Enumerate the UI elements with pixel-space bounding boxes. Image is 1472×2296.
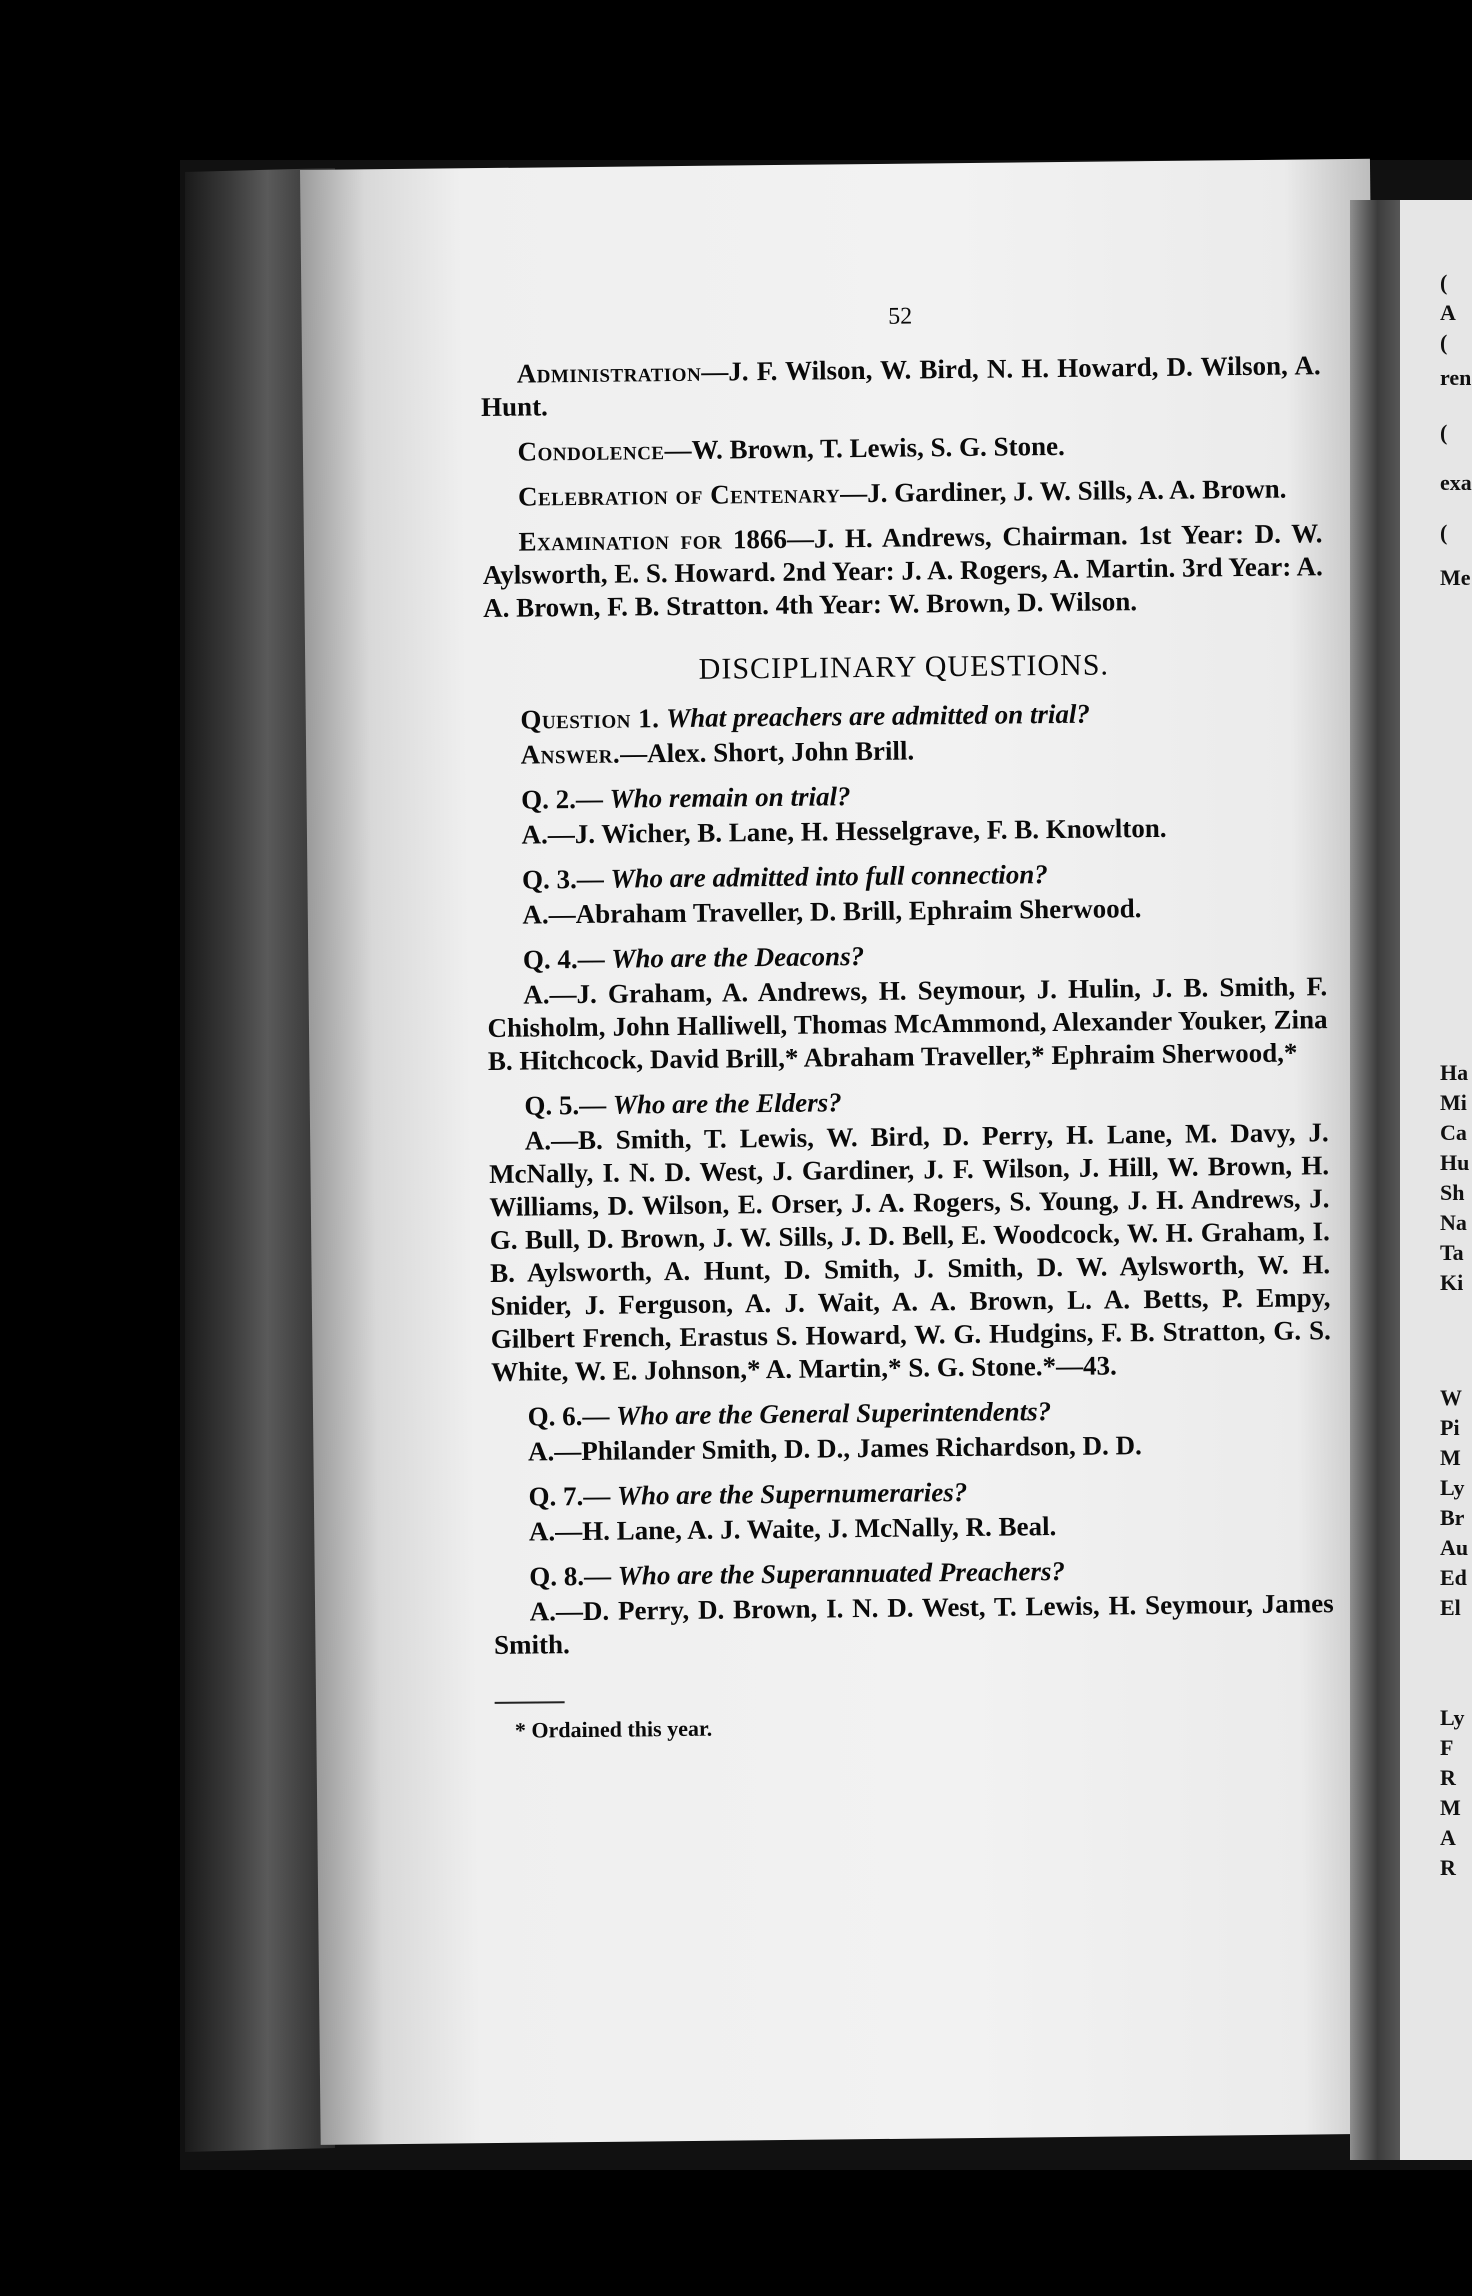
committee-members: J. Gardiner, J. W. Sills, A. A. Brown. <box>866 473 1287 508</box>
question-text: What preachers are admitted on trial? <box>665 698 1091 734</box>
right-page-fragment: Me <box>1440 565 1471 590</box>
answer-label: A. <box>527 1436 555 1467</box>
committee-label: Examination for <box>518 524 723 557</box>
question-text: Who are the Superannuated Preachers? <box>617 1555 1066 1591</box>
question-label: Q. 8.— <box>529 1560 612 1592</box>
question-text: Who remain on trial? <box>609 781 851 814</box>
answer-4: A.—J. Graham, A. Andrews, H. Seymour, J. Hulin, J. B. Smith, F. Chisholm, John Halliwell, Thomas McAmmond, Alexander Youker, Zina B. Hitchcock, David Brill,* Abraham Traveller,* Ephraim Sherwood,* <box>487 971 1328 1076</box>
section-title: DISCIPLINARY QUESTIONS. <box>698 648 1110 686</box>
right-page-fragment: Ki <box>1440 1270 1464 1295</box>
question-text: Who are the Deacons? <box>611 941 865 974</box>
right-page-fragment: ( <box>1440 420 1448 445</box>
answer-7: A.—H. Lane, A. J. Waite, J. McNally, R. Beal. <box>528 1511 1057 1547</box>
right-page-fragment: Ha <box>1440 1060 1469 1085</box>
committee-administration: Administration—J. F. Wilson, W. Bird, N. H. Howard, D. Wilson, A. Hunt. <box>480 350 1321 422</box>
right-page-fragment: Ly <box>1440 1705 1465 1730</box>
answer-5: A.—B. Smith, T. Lewis, W. Bird, D. Perry, H. Lane, M. Davy, J. McNally, I. N. D. West, J. Gardiner, J. F. Wilson, J. Hill, W. Brown, H. Williams, D. Wilson, E. Orser, J. A. Rogers, S. Young, J. H. Andrews, J. G. Bull, D. Brown, J. W. Sills, J. D. Bell, E. Woodcock, W. H. Graham, I. B. Aylsworth, A. Hunt, D. Smith, J. Smith, D. W. Aylsworth, W. H. Snider, J. Ferguson, A. J. Wait, A. A. Brown, L. A. Betts, P. Empy, Gilbert French, Erastus S. Howard, W. G. Hudgins, F. B. Stratton, G. S. White, W. E. Johnson,* A. Martin,* S. G. Stone.*—43. <box>488 1117 1331 1387</box>
qa-list <box>484 695 1334 1662</box>
right-page-fragment: exa <box>1440 470 1472 495</box>
committee-year: 1866 <box>732 523 788 555</box>
answer-label: A. <box>523 979 550 1010</box>
committee-label: Administration <box>516 356 702 389</box>
answer-text: J. Wicher, B. Lane, H. Hesselgrave, F. B. Knowlton. <box>574 812 1167 850</box>
footnote: * Ordained this year. <box>514 1715 713 1743</box>
footnote-rule <box>495 1701 565 1704</box>
question-label: Q. 2.— <box>521 783 604 815</box>
committee-label: Condolence <box>517 435 665 467</box>
answer-label: Answer. <box>520 738 621 770</box>
right-page-fragment: Ta <box>1440 1240 1464 1265</box>
right-page-fragment: M <box>1440 1795 1461 1820</box>
question-label: Q. 3.— <box>521 863 604 895</box>
answer-text: Philander Smith, D. D., James Richardson, D. D. <box>581 1430 1142 1467</box>
right-page-fragment: M <box>1440 1445 1461 1470</box>
answer-label: A. <box>524 1125 552 1156</box>
answer-label: A. <box>528 1516 556 1547</box>
answer-label: A. <box>522 899 549 930</box>
page-number: 52 <box>888 303 913 330</box>
committee-members: J. F. Wilson, W. Bird, N. H. Howard, D. Wilson, A. Hunt. <box>480 350 1321 422</box>
right-page-fragment: Ed <box>1440 1565 1467 1590</box>
question-label: Q. 5.— <box>524 1089 607 1121</box>
right-page-fragment: Br <box>1440 1505 1465 1530</box>
question-text: Who are admitted into full connection? <box>610 859 1048 894</box>
committee-label: Celebration of Centenary <box>517 478 841 512</box>
right-page-fragment: El <box>1440 1595 1461 1620</box>
answer-text: Alex. Short, John Brill. <box>646 735 915 769</box>
right-page-fragment: ( <box>1440 270 1448 295</box>
answer-3: A.—Abraham Traveller, D. Brill, Ephraim Sherwood. <box>522 893 1142 930</box>
committee-members: W. Brown, T. Lewis, S. G. Stone. <box>691 430 1065 465</box>
committee-examination: Examination for 1866—J. H. Andrews, Chairman. 1st Year: D. W. Aylsworth, E. S. Howard. 2nd Year: J. A. Rogers, A. Martin. 3rd Year: A. A. Brown, F. B. Stratton. 4th Year: W. Brown, D. Wilson. <box>482 518 1323 623</box>
right-page-fragment: Ca <box>1440 1120 1467 1145</box>
answer-text: D. Perry, D. Brown, I. N. D. West, T. Lewis, H. Seymour, James Smith. <box>493 1588 1334 1660</box>
right-page-fragment: Pi <box>1440 1415 1460 1440</box>
question-label: Question 1. <box>520 703 660 735</box>
right-page-fragment: A <box>1440 300 1456 325</box>
right-page-fragment: Hu <box>1440 1150 1470 1175</box>
answer-6: A.—Philander Smith, D. D., James Richardson, D. D. <box>527 1430 1142 1467</box>
right-page-fragment: W <box>1440 1385 1462 1410</box>
question-text: Who are the Supernumeraries? <box>616 1476 968 1511</box>
right-page-fragment: F <box>1440 1735 1454 1760</box>
answer-2: A.—J. Wicher, B. Lane, H. Hesselgrave, F. B. Knowlton. <box>521 812 1167 850</box>
right-page-fragment: ren <box>1440 365 1472 390</box>
answer-1: Answer.—Alex. Short, John Brill. <box>520 735 915 770</box>
right-page-fragment: A <box>1440 1825 1456 1850</box>
answer-label: A. <box>521 819 548 850</box>
committee-members: J. H. Andrews, Chairman. 1st Year: D. W. Aylsworth, E. S. Howard. 2nd Year: J. A. Rogers, A. Martin. 3rd Year: A. A. Brown, F. B. Stratton. 4th Year: W. Brown, D. Wilson. <box>482 518 1323 623</box>
right-page-fragment: ( <box>1440 330 1448 355</box>
right-page-fragment: Mi <box>1440 1090 1467 1115</box>
right-page-fragment: Sh <box>1440 1180 1465 1205</box>
answer-text: B. Smith, T. Lewis, W. Bird, D. Perry, H. Lane, M. Davy, J. McNally, I. N. D. West, J. Gardiner, J. F. Wilson, J. Hill, W. Brown, H. Williams, D. Wilson, E. Orser, J. A. Rogers, S. Young, J. H. Andrews, J. G. Bull, D. Brown, J. W. Sills, J. D. Bell, E. Woodcock, W. H. Graham, I. B. Aylsworth, A. Hunt, D. Smith, J. Smith, D. W. Aylsworth, W. H. Snider, J. Ferguson, A. J. Wait, A. A. Brown, L. A. Betts, P. Empy, Gilbert French, Erastus S. Howard, W. G. Hudgins, F. B. Stratton, G. S. White, W. E. Johnson,* A. Martin,* S. G. Stone.*—43. <box>488 1117 1331 1387</box>
page-content <box>480 296 1335 1747</box>
question-text: Who are the General Superintendents? <box>615 1396 1052 1431</box>
right-page-fragment: ( <box>1440 520 1448 545</box>
right-page-fragment: Au <box>1440 1535 1469 1560</box>
question-text: Who are the Elders? <box>612 1087 842 1120</box>
committee-centenary: Celebration of Centenary—J. Gardiner, J. W. Sills, A. A. Brown. <box>517 473 1287 512</box>
answer-text: Abraham Traveller, D. Brill, Ephraim Sherwood. <box>575 893 1142 930</box>
committee-condolence: Condolence—W. Brown, T. Lewis, S. G. Stone. <box>517 430 1065 467</box>
question-label: Q. 4.— <box>522 943 605 975</box>
answer-8: A.—D. Perry, D. Brown, I. N. D. West, T. Lewis, H. Seymour, James Smith. <box>493 1588 1334 1660</box>
gutter-shadow <box>1350 200 1405 2160</box>
right-page-fragment: R <box>1440 1765 1456 1790</box>
answer-text: J. Graham, A. Andrews, H. Seymour, J. Hulin, J. B. Smith, F. Chisholm, John Halliwell, Thomas McAmmond, Alexander Youker, Zina B. Hitchcock, David Brill,* Abraham Traveller,* Ephraim Sherwood,* <box>487 971 1328 1076</box>
answer-text: H. Lane, A. J. Waite, J. McNally, R. Beal. <box>581 1511 1057 1546</box>
question-label: Q. 7.— <box>528 1480 611 1512</box>
question-label: Q. 6.— <box>527 1400 610 1432</box>
right-page-fragment: Ly <box>1440 1475 1465 1500</box>
right-page-fragment: R <box>1440 1855 1456 1880</box>
right-page-fragment: Na <box>1440 1210 1467 1235</box>
answer-label: A. <box>529 1596 557 1627</box>
